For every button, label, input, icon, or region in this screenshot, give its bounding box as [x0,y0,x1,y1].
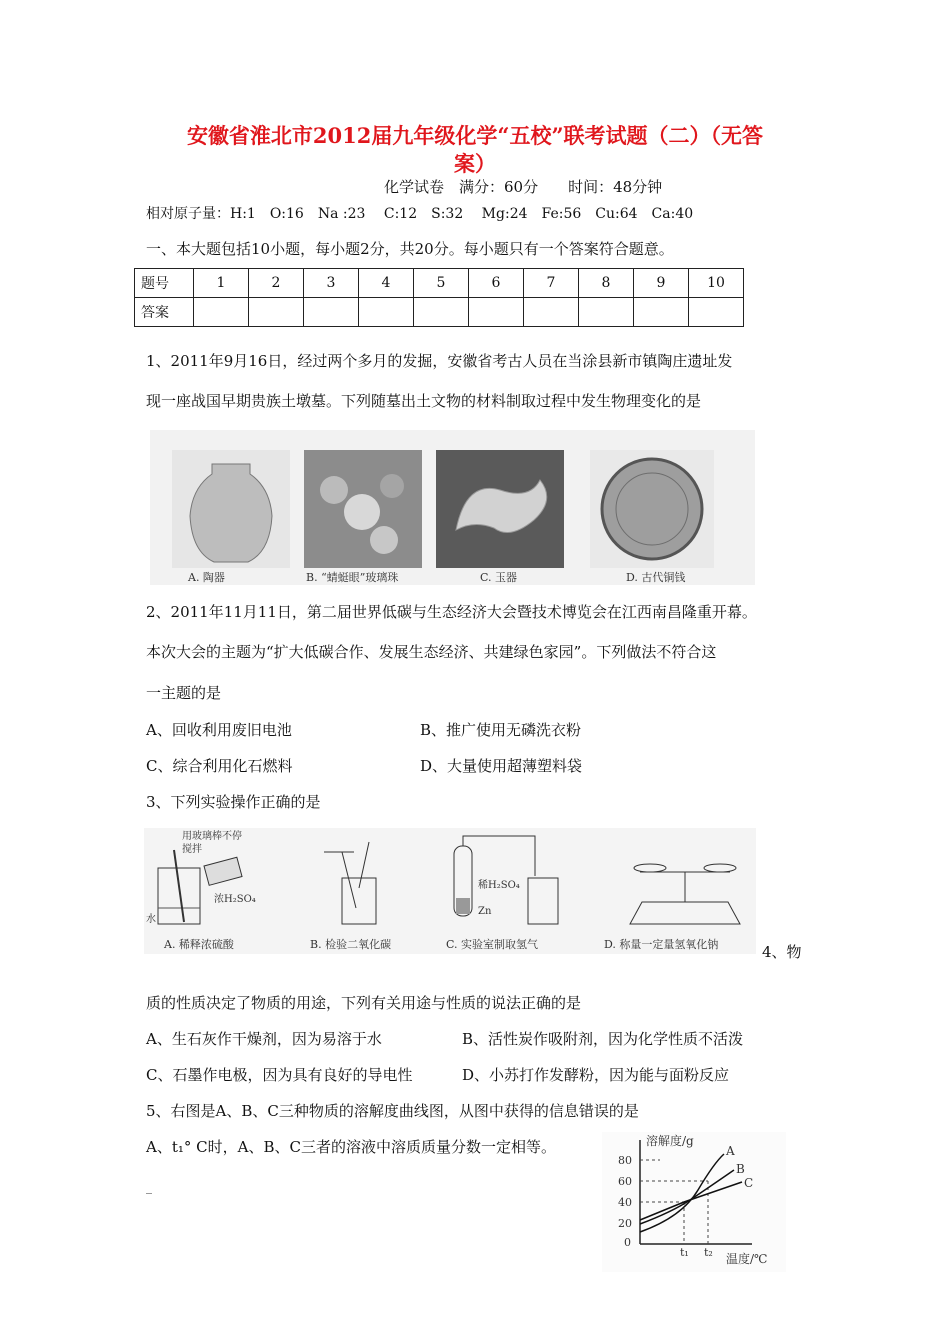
y-tick: 20 [618,1217,632,1230]
q2-line-1: 2、2011年11月11日，第二届世界低碳与生态经济大会暨技术博览会在江西南昌隆重开幕。 [146,603,757,621]
answer-cell [524,298,579,327]
q4-lead: 4、物 [762,943,802,961]
answer-cell [414,298,469,327]
table-cell: 7 [524,269,579,298]
label-stir: 用玻璃棒不停搅拌 [182,831,242,855]
glass-bead-image [304,450,422,568]
table-cell: 5 [414,269,469,298]
answer-cell [634,298,689,327]
table-cell: 10 [689,269,744,298]
q4-option-d: D、小苏打作发酵粉，因为能与面粉反应 [462,1066,730,1084]
y-tick: 80 [618,1154,632,1167]
jade-image [436,450,564,568]
atomic-masses: 相对原子量：H:1 O:16 Na :23 C:12 S:32 Mg:24 Fe:56 Cu:64 Ca:40 [146,206,694,222]
answer-cell [359,298,414,327]
q2-option-d: D、大量使用超薄塑料袋 [420,757,583,775]
table-cell: 9 [634,269,689,298]
label-water: 水 [146,914,156,925]
answer-cell [579,298,634,327]
caption-b: B. “蜻蜓眼”玻璃珠 [306,571,399,584]
q3-experiment-diagrams [144,828,756,954]
q4-line-1: 质的性质决定了物质的用途，下列有关用途与性质的说法正确的是 [146,994,582,1012]
label-conc-acid: 浓H₂SO₄ [214,894,256,905]
q4-option-c: C、石墨作电极，因为具有良好的导电性 [146,1066,413,1084]
q4-option-a: A、生石灰作干燥剂，因为易溶于水 [146,1030,382,1048]
q1-line-1: 1、2011年9月16日，经过两个多月的发掘，安徽省考古人员在当涂县新市镇陶庄遗址发 [146,352,733,370]
bronze-coin-image [590,450,714,568]
q2-option-a: A、回收利用废旧电池 [146,721,292,739]
title-line-1: 安徽省淮北市2012届九年级化学“五校”联考试题（二）（无答 [186,123,764,148]
document-title [150,122,800,178]
stray-mark [146,1193,152,1194]
y-tick: 60 [618,1175,632,1188]
q2-line-2: 本次大会的主题为“扩大低碳合作、发展生态经济、共建绿色家园”。下列做法不符合这 [146,643,717,661]
pottery-image [172,450,290,568]
label-dilute-acid: 稀H₂SO₄ [478,880,520,891]
caption-a: A. 稀释浓硫酸 [164,938,234,951]
answer-cell [689,298,744,327]
q2-option-b: B、推广使用无磷洗衣粉 [420,721,582,739]
table-row-answers [135,298,744,327]
table-row-numbers [135,269,744,298]
table-cell: 4 [359,269,414,298]
q5-option-a: A、t₁° C时，A、B、C三者的溶液中溶质质量分数一定相等。 [146,1138,556,1156]
curve-label-a: A [726,1144,735,1158]
label-zinc: Zn [478,906,492,917]
table-cell: 1 [194,269,249,298]
q1-artifact-photos [150,430,755,585]
q3-line-1: 3、下列实验操作正确的是 [146,793,321,811]
x-tick: t₂ [704,1246,713,1259]
curve-label-b: B [736,1162,745,1176]
row-header-number: 题号 [135,269,194,298]
title-line-2: 案） [454,151,496,176]
answer-table [134,268,744,327]
table-cell: 8 [579,269,634,298]
caption-b: B. 检验二氧化碳 [310,938,392,951]
q5-line-1: 5、右图是A、B、C三种物质的溶解度曲线图，从图中获得的信息错误的是 [146,1102,639,1120]
row-header-answer: 答案 [135,298,194,327]
x-axis-label: 温度/℃ [726,1252,768,1266]
section-1-instructions: 一、本大题包括10小题，每小题2分，共20分。每小题只有一个答案符合题意。 [146,240,674,258]
x-tick: t₁ [680,1246,689,1259]
table-cell: 2 [249,269,304,298]
table-cell: 6 [469,269,524,298]
curve-label-c: C [744,1176,754,1190]
solubility-graph [602,1132,786,1272]
answer-cell [304,298,359,327]
caption-a: A. 陶器 [188,571,225,584]
caption-c: C. 实验室制取氢气 [446,938,539,951]
y-tick: 40 [618,1196,632,1209]
caption-d: D. 古代铜钱 [626,571,686,584]
q2-line-3: 一主题的是 [146,684,222,702]
q2-option-c: C、综合利用化石燃料 [146,757,293,775]
answer-cell [194,298,249,327]
answer-cell [249,298,304,327]
caption-d: D. 称量一定量氢氧化钠 [604,938,719,951]
table-cell: 3 [304,269,359,298]
exam-info: 化学试卷 满分：60分 时间：48分钟 [384,178,663,196]
answer-cell [469,298,524,327]
q4-option-b: B、活性炭作吸附剂，因为化学性质不活泼 [462,1030,744,1048]
y-tick: 0 [624,1236,631,1249]
y-axis-label: 溶解度/g [646,1134,694,1148]
q1-line-2: 现一座战国早期贵族土墩墓。下列随墓出土文物的材料制取过程中发生物理变化的是 [146,392,702,410]
caption-c: C. 玉器 [480,571,518,584]
